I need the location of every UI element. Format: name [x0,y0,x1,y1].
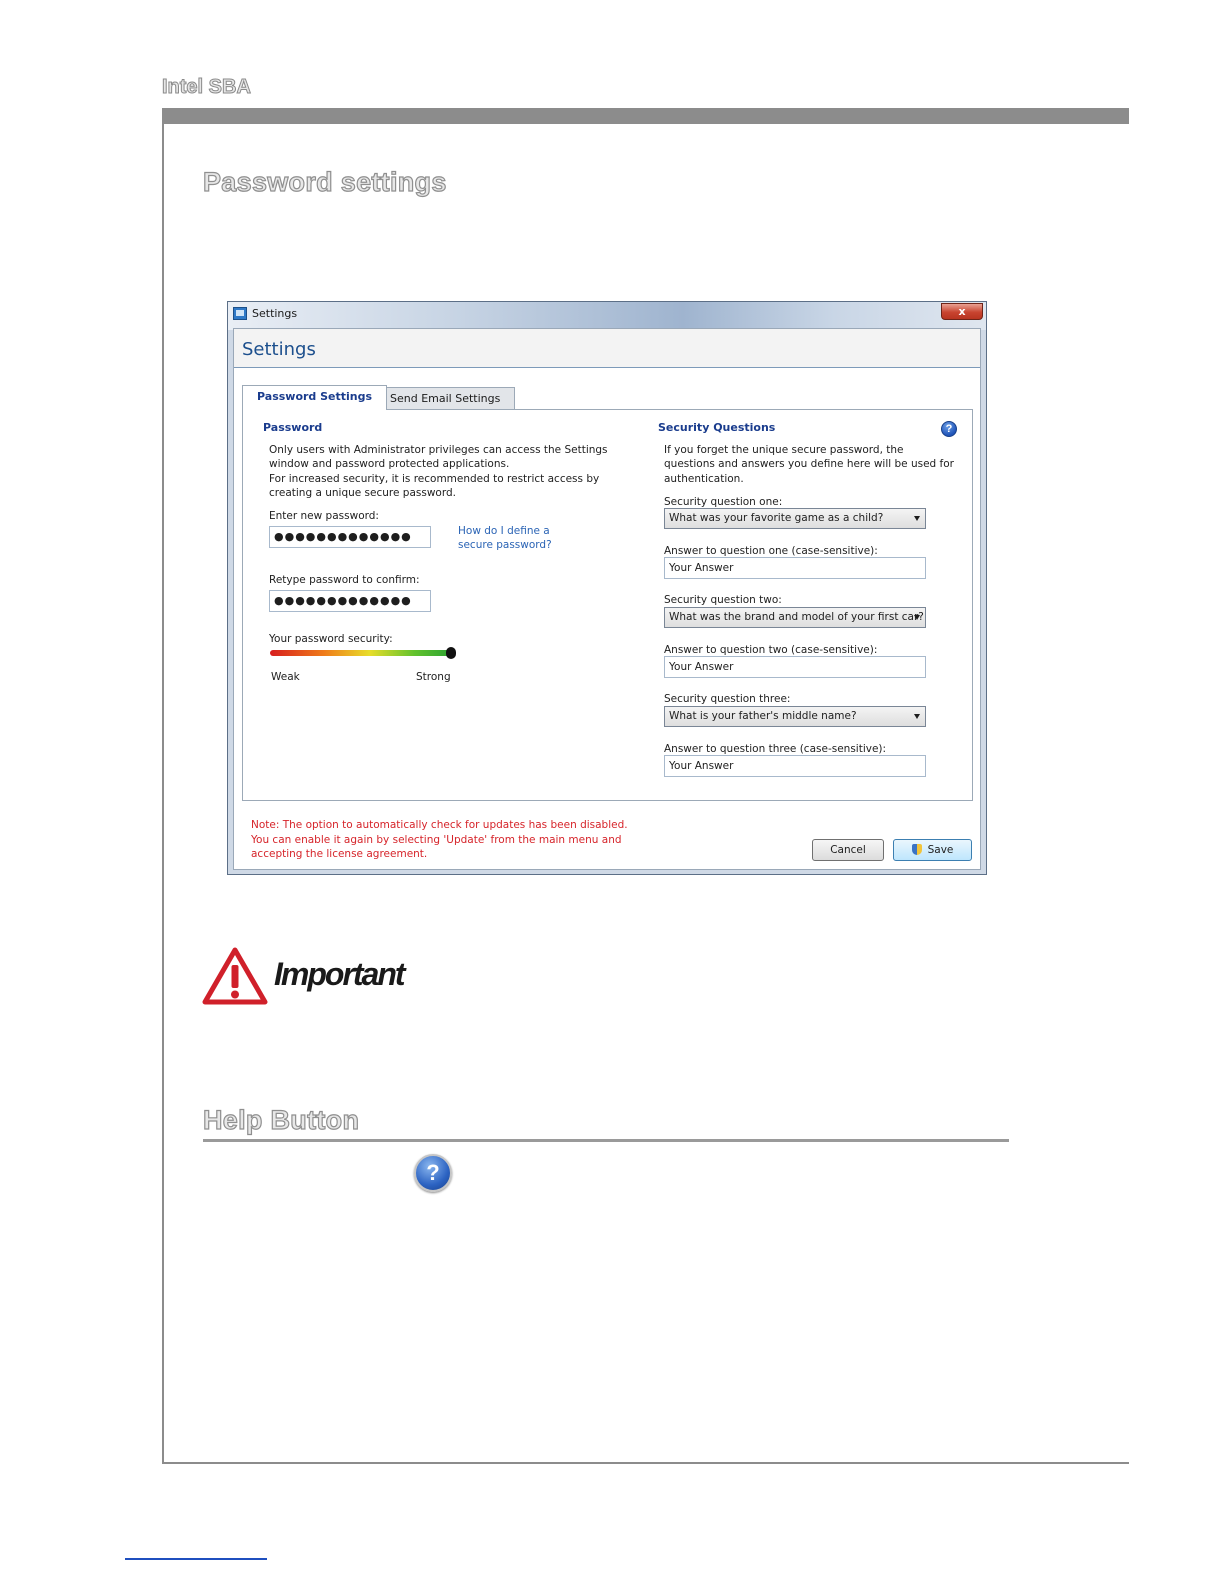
retype-password-field[interactable]: ●●●●●●●●●●●●● [269,590,431,612]
secure-password-help-link[interactable]: How do I define a [458,525,550,537]
password-description-line: window and password protected applications. [269,458,510,470]
question-three-value: What is your father's middle name? [669,710,857,722]
password-description-line: For increased security, it is recommended to restrict access by [269,473,600,485]
window-titlebar [228,302,986,330]
window-header [234,329,980,368]
left-margin-rule [162,108,164,1464]
answer-three-label: Answer to question three (case-sensitive): [664,743,887,755]
question-two-label: Security question two: [664,594,782,606]
retype-password-label: Retype password to confirm: [269,574,420,586]
settings-window [227,301,987,875]
chevron-down-icon [914,615,920,620]
security-description-line: questions and answers you define here will be used for [664,458,954,470]
strong-label: Strong [416,671,451,683]
section-title-help-button: Help Button [203,1105,360,1135]
question-two-value: What was the brand and model of your first car? [669,611,924,623]
footer-rule [125,1558,267,1560]
answer-one-label: Answer to question one (case-sensitive): [664,545,878,557]
question-one-label: Security question one: [664,496,783,508]
weak-label: Weak [271,671,300,683]
password-description-line: Only users with Administrator privileges can access the Settings [269,444,608,456]
answer-two-field[interactable]: Your Answer [664,656,926,678]
help-icon[interactable]: ? [941,421,957,437]
question-two-select[interactable] [664,607,926,628]
save-button-label: Save [927,844,954,856]
shield-icon [912,844,922,855]
note-line: You can enable it again by selecting 'Update' from the main menu and [251,833,622,846]
window-heading: Settings [242,339,316,360]
security-description-line: If you forget the unique secure password, the [664,444,904,456]
question-one-value: What was your favorite game as a child? [669,512,884,524]
help-section-rule [203,1139,1009,1142]
important-label: Important [274,956,404,992]
header-bar [162,108,1129,124]
tab-password-settings[interactable]: Password Settings [242,385,387,410]
answer-three-field[interactable]: Your Answer [664,755,926,777]
answer-two-label: Answer to question two (case-sensitive): [664,644,878,656]
help-button-icon: ? [414,1154,452,1192]
new-password-field[interactable]: ●●●●●●●●●●●●● [269,526,431,548]
answer-one-field[interactable]: Your Answer [664,557,926,579]
question-three-select[interactable] [664,706,926,727]
question-one-select[interactable] [664,508,926,529]
warning-icon [202,946,268,1006]
section-title-password-settings: Password settings [203,167,447,197]
update-disabled-note [251,818,628,862]
note-line: Note: The option to automatically check for updates has been disabled. [251,819,628,831]
password-security-label: Your password security: [269,633,393,645]
security-description-line: authentication. [664,473,744,485]
security-questions-group-label: Security Questions [658,421,776,434]
password-description-line: creating a unique secure password. [269,487,456,499]
cancel-button[interactable]: Cancel [812,839,884,861]
password-group-label: Password [263,421,323,434]
chevron-down-icon [914,714,920,719]
app-icon [233,307,247,320]
password-settings-panel [242,409,973,801]
window-title: Settings [252,307,298,320]
strength-indicator [446,647,456,659]
password-strength-meter [270,650,451,656]
save-button[interactable] [893,839,972,861]
window-client [233,328,981,870]
question-three-label: Security question three: [664,693,791,705]
tab-send-email-settings[interactable]: Send Email Settings [375,387,515,409]
chevron-down-icon [914,516,920,521]
secure-password-help-link[interactable]: secure password? [458,539,552,551]
bottom-rule [162,1462,1129,1464]
close-button[interactable]: x [941,303,983,320]
new-password-label: Enter new password: [269,510,379,522]
note-line: accepting the license agreement. [251,848,428,860]
page-header: Intel SBA [162,76,251,98]
